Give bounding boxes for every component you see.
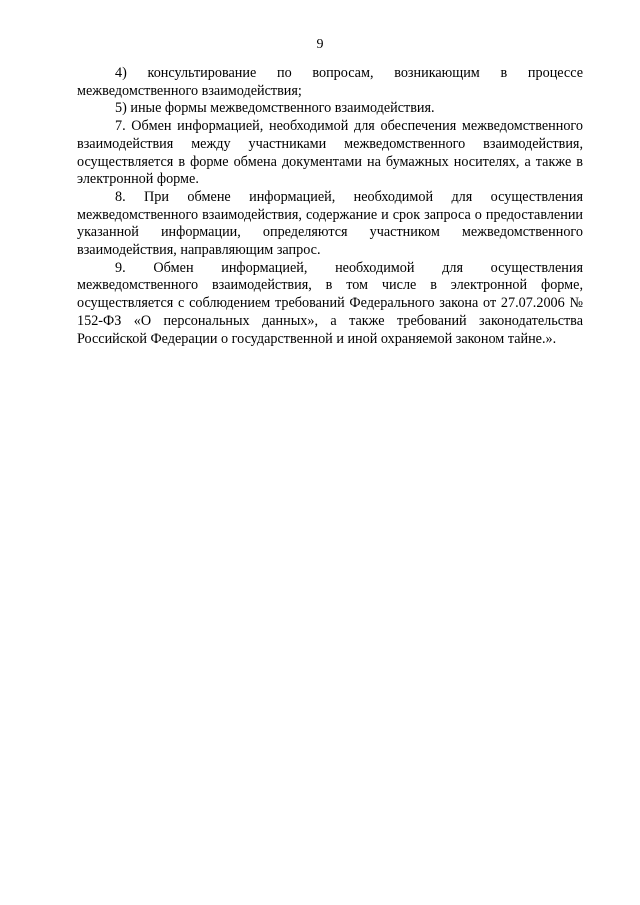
paragraph-clause-7: 7. Обмен информацией, необходимой для обеспечения межведомственного взаимодействия между участниками межведомственного взаимодействия, осуществляется в форме обмена документами на бумажных носителях, а также в электронной форме. bbox=[77, 118, 583, 188]
page-number: 9 bbox=[316, 37, 324, 52]
document-body bbox=[77, 65, 583, 348]
paragraph-clause-8: 8. При обмене информацией, необходимой для осуществления межведомственного взаимодействия, содержание и срок запроса о предоставлении указанной информации, определяются участником межведомственного взаимодействия, направляющим запрос. bbox=[77, 188, 583, 259]
paragraph-item-4: 4) консультирование по вопросам, возникающим в процессе межведомственного взаимодействия; bbox=[77, 65, 583, 99]
paragraph-clause-9: 9. Обмен информацией, необходимой для осуществления межведомственного взаимодействия, в том числе в электронной форме, осуществляется с соблюдением требований Федерального закона от 27.07.2006 № 152-ФЗ «О персональных данных», а также требований законодательства Российской Федерации о государственной и иной охраняемой законом тайне.». bbox=[77, 259, 583, 347]
paragraph-item-5: 5) иные формы межведомственного взаимодействия. bbox=[115, 100, 435, 117]
